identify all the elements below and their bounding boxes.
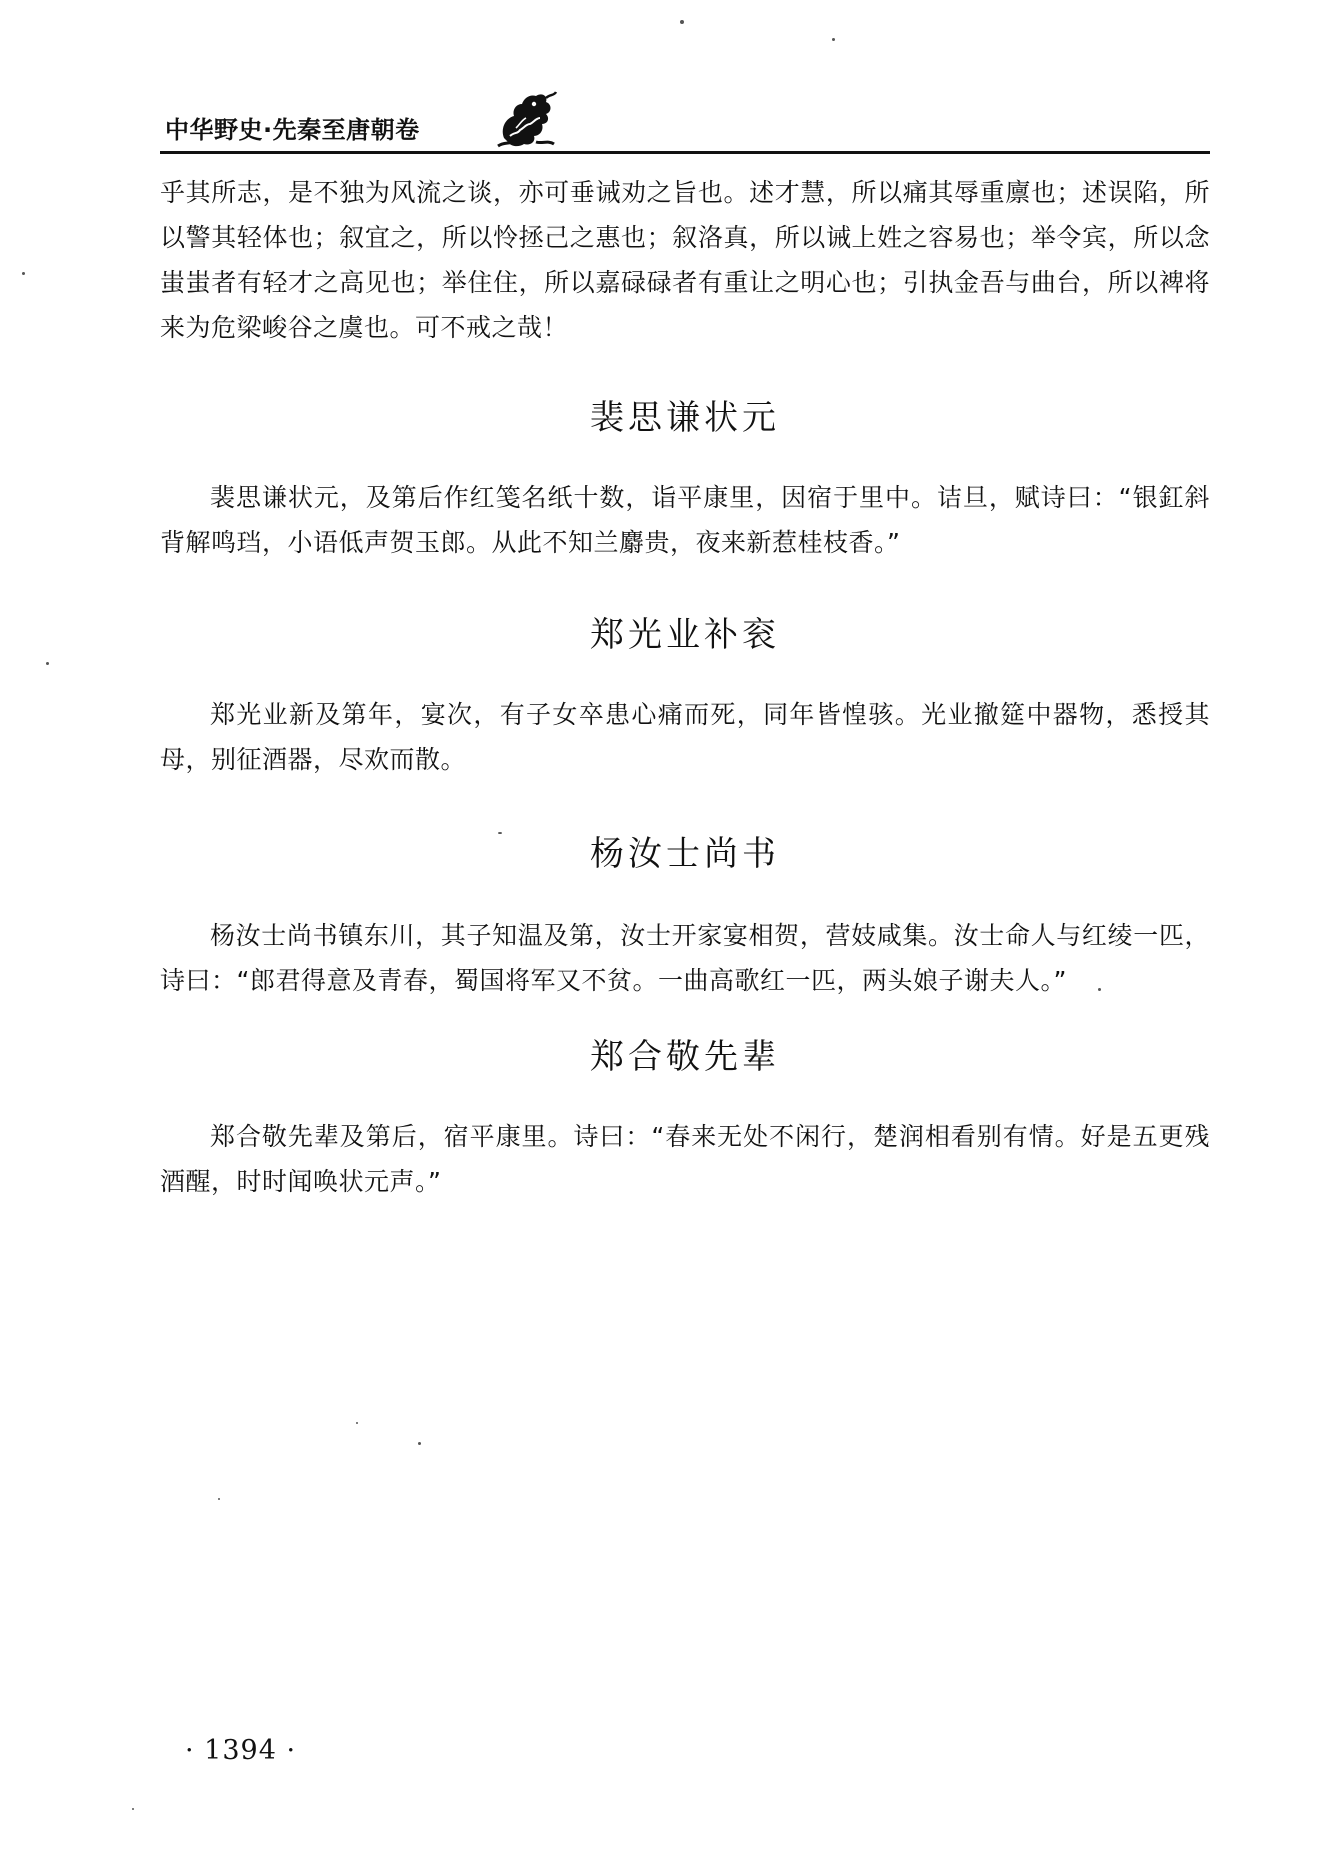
book-title: 中华野史·先秦至唐朝卷 <box>165 116 420 144</box>
scan-speck <box>498 832 502 834</box>
section-heading: 郑合敬先辈 <box>590 1037 780 1077</box>
scan-speck <box>1098 988 1101 991</box>
section-paragraph: 郑光业新及第年，宴次，有子女卒患心痛而死，同年皆惶骇。光业撤筵中器物，悉授其母，别征酒器，尽欢而散。 <box>160 700 1210 774</box>
page-content <box>160 170 1210 1204</box>
section-paragraph: 裴思谦状元，及第后作红笺名纸十数，诣平康里，因宿于里中。诘旦，赋诗曰：“银釭斜背解鸣珰，小语低声贺玉郎。从此不知兰麝贵，夜来新惹桂枝香。” <box>160 483 1210 557</box>
section-paragraph: 杨汝士尚书镇东川，其子知温及第，汝士开家宴相贺，营妓咸集。汝士命人与红绫一匹，诗曰：“郎君得意及青春，蜀国将军又不贫。一曲高歌红一匹，两头娘子谢夫人。” <box>160 921 1210 995</box>
scan-speck <box>356 1422 358 1424</box>
page-number: · 1394 · <box>185 1735 297 1766</box>
scan-speck <box>218 1498 220 1500</box>
scan-speck <box>418 1442 421 1445</box>
scan-speck <box>132 1808 134 1810</box>
section-heading: 杨汝士尚书 <box>590 834 780 874</box>
section-heading: 郑光业补衮 <box>590 615 780 655</box>
dragon-emblem-icon <box>490 88 560 150</box>
scan-speck <box>832 38 835 41</box>
section-heading: 裴思谦状元 <box>590 398 780 438</box>
scan-speck <box>22 272 25 275</box>
scan-speck <box>680 20 684 24</box>
section-paragraph: 郑合敬先辈及第后，宿平康里。诗曰：“春来无处不闲行，楚润相看别有情。好是五更残酒醒，时时闻唤状元声。” <box>160 1122 1210 1196</box>
header-rule <box>160 151 1210 154</box>
running-header <box>160 88 1210 158</box>
scan-speck <box>46 662 49 665</box>
continued-paragraph: 乎其所志，是不独为风流之谈，亦可垂诫劝之旨也。述才慧，所以痛其辱重廪也；述误陷，所以警其轻体也；叙宜之，所以怜拯己之惠也；叙洛真，所以诫上姓之容易也；举令宾，所以念蚩蚩者有轻才之高见也；举住住，所以嘉碌碌者有重让之明心也；引执金吾与曲台，所以裨将来为危梁峻谷之虞也。可不戒之哉！ <box>160 178 1210 342</box>
